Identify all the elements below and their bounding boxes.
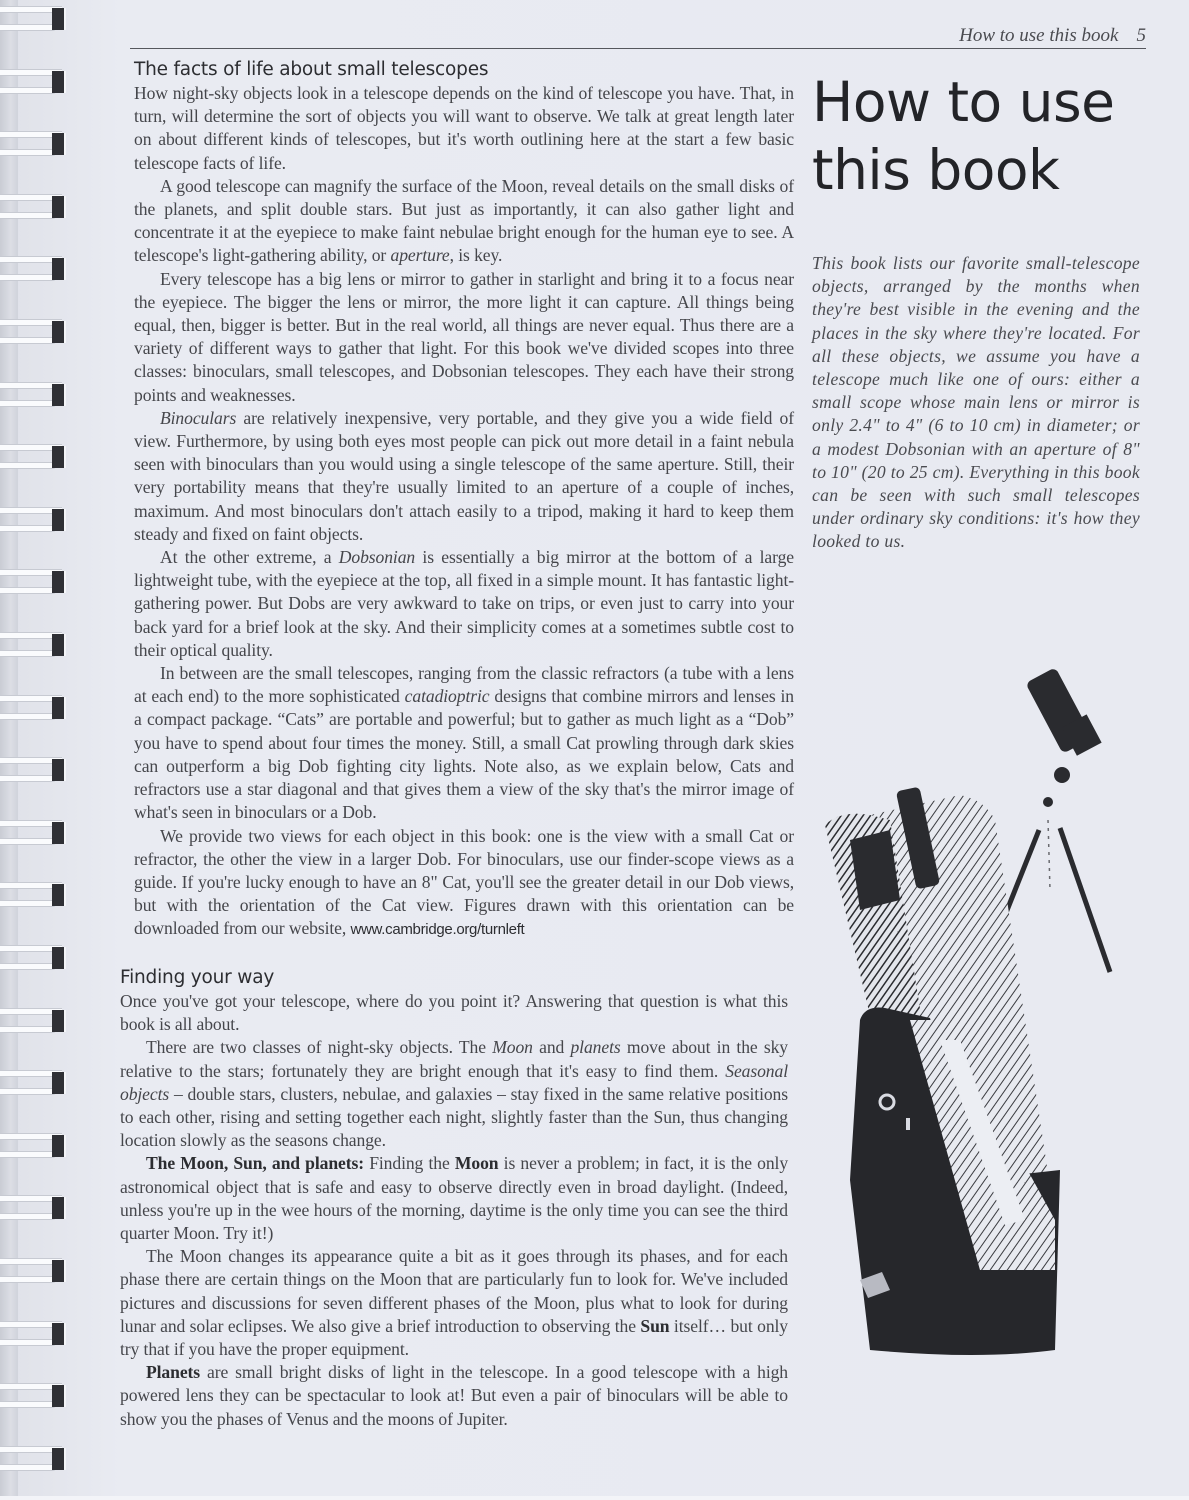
spiral-loop (0, 945, 72, 973)
page-edge (0, 1496, 1189, 1500)
chapter-title: How to use this book (812, 70, 1115, 202)
spiral-loop (0, 1258, 72, 1286)
spiral-loop (0, 444, 72, 472)
spiral-loop (0, 1321, 72, 1349)
spiral-loop (0, 1070, 72, 1098)
spiral-loop (0, 69, 72, 97)
spiral-loop (0, 882, 72, 910)
paragraph: There are two classes of night-sky objects. The Moon and planets move about in the sky relative to the stars; fortunately they are bright enough that it's easy to find them. Seasonal objects – double stars, clusters, nebulae, and galaxies – stay fixed in the same relative positions to each other, rising and setting together each night, slightly faster than the Sun, thus changing location slowly as the seasons change. (120, 1037, 788, 1151)
section-small-telescopes (134, 58, 794, 942)
spiral-loop (0, 757, 72, 785)
page-number: 5 (1136, 25, 1146, 46)
paragraph: At the other extreme, a Dobsonian is essentially a big mirror at the bottom of a large lightweight tube, with the eyepiece at the top, all fixed in a simple mount. It has fantastic light-gathering power. But Dobs are very awkward to take on trips, or even just to carry into your back yard for a brief look at the sky. And their simplicity comes at a sometimes subtle cost to their optical quality. (134, 547, 794, 660)
spiral-loop (0, 632, 72, 660)
paragraph: The Moon, Sun, and planets: Finding the Moon is never a problem; in fact, it is the only astronomical object that is safe and easy to observe directly even in broad daylight. (Indeed, unless you're up in the wee hours of the morning, daytime is the only time you can see the third quarter Moon. Try it!) (120, 1153, 789, 1244)
spiral-loop (0, 6, 72, 34)
paragraph: The Moon changes its appearance quite a bit as it goes through its phases, and for each phase there are certain things on the Moon that are particularly fun to look for. We've included pictures and discussions for seven different phases of the Moon, plus what to look for during lunar and solar eclipses. We also give a brief introduction to observing the Sun itself… but only try that if you have the proper equipment. (120, 1246, 788, 1360)
spiral-loop (0, 1446, 72, 1474)
telescope-illustration (810, 660, 1130, 1400)
chapter-intro: This book lists our favorite small-telescope objects, arranged by the months when they're best visible in the evening and the places in the sky where they're located. For all these objects, we assume you have a telescope much like one of ours: either a small scope whose main lens or mirror is only 2.4" to 4" (6 to 10 cm) in diameter; or a modest Dobsonian with an aperture of 8" to 10" (20 to 25 cm). Everything in this book can be seen with such small telescopes under ordinary sky conditions: it's how they looked to us. (812, 253, 1140, 552)
spiral-loop (0, 695, 72, 723)
spiral-loop (0, 382, 72, 410)
paragraph: Every telescope has a big lens or mirror to gather in starlight and bring it to a focus near the eyepiece. The bigger the lens or mirror, the more light it can capture. All things being equal, then, bigger is better. But in the real world, all things are never equal. Thus there are a variety of different ways to gather that light. For this book we've divided scopes into three classes: binoculars, small telescopes, and Dobsonian telescopes. They each have their strong points and weaknesses. (134, 268, 794, 405)
spiral-loop (0, 1383, 72, 1411)
paragraph: Binoculars are relatively inexpensive, very portable, and they give you a wide field of view. Furthermore, by using both eyes most people can pick out more detail in a faint nebula seen with binoculars than you would using a single telescope of the same aperture. Still, their very portability means that they're usually limited to an aperture of a couple of inches, maximum. And most binoculars don't attach easily to a tripod, making it hard to keep them steady and fixed on faint objects. (134, 407, 794, 544)
spiral-loop (0, 319, 72, 347)
spiral-loop (0, 507, 72, 535)
spiral-loop (0, 131, 72, 159)
spiral-loop (0, 256, 72, 284)
spiral-loop (0, 1008, 72, 1036)
section-heading: The facts of life about small telescopes (134, 59, 489, 80)
paragraph: A good telescope can magnify the surface of the Moon, reveal details on the small disks of the planets, and split double stars. But just as importantly, it can also gather light and concentrate it at the eyepiece to make faint nebulae bright enough for the human eye to see. A telescope's light-gathering ability, or aperture, is key. (134, 175, 794, 266)
spiral-binding (0, 0, 80, 1500)
spiral-loop (0, 1133, 72, 1161)
paragraph: In between are the small telescopes, ranging from the classic refractors (a tube with a lens at each end) to the more sophisticated catadioptric designs that combine mirrors and lenses in a compact package. “Cats” are portable and powerful; but to gather as much light as a “Dob” you have to spend about four times the money. Still, a small Cat prowling through dark skies can outperform a big Dob fighting city lights. Note also, as we explain below, Cats and refractors use a star diagonal and that gives them a view of the sky that's the mirror image of what's seen in binoculars or a Dob. (134, 663, 794, 823)
section-finding-your-way (120, 966, 788, 1431)
side-column (812, 68, 1142, 552)
running-head (130, 26, 1146, 49)
telescope-illustration-icon (810, 660, 1130, 1400)
spiral-loop (0, 1195, 72, 1223)
spiral-loop (0, 820, 72, 848)
paragraph: How night-sky objects look in a telescope depends on the kind of telescope you have. That, in turn, will determine the sort of objects you will want to observe. We talk at great length later on about different kinds of telescopes, but it's worth outlining here at the start a few basic telescope facts of life. (134, 83, 794, 173)
paragraph: Once you've got your telescope, where do you point it? Answering that question is what this book is all about. (120, 991, 788, 1035)
paragraph: We provide two views for each object in this book: one is the view with a small Cat or refractor, the other the view in a larger Dob. For binoculars, use our finder-scope views as a guide. If you're lucky enough to have an 8" Cat, you'll see the greater detail in our Dob views, but with the orientation of the Cat view. Figures drawn with this orientation can be downloaded from our website, www.cambridge.org/turnleft (134, 825, 794, 939)
paragraph: Planets are small bright disks of light in the telescope. In a good telescope with a high powered lens they can be spectacular to look at! But even a pair of binoculars will be able to show you the phases of Venus and the moons of Jupiter. (120, 1362, 788, 1429)
running-head-title: How to use this book (959, 25, 1119, 46)
spiral-loop (0, 194, 72, 222)
spiral-loop (0, 569, 72, 597)
section-heading: Finding your way (120, 967, 275, 988)
website-link[interactable]: www.cambridge.org/turnleft (350, 921, 525, 939)
